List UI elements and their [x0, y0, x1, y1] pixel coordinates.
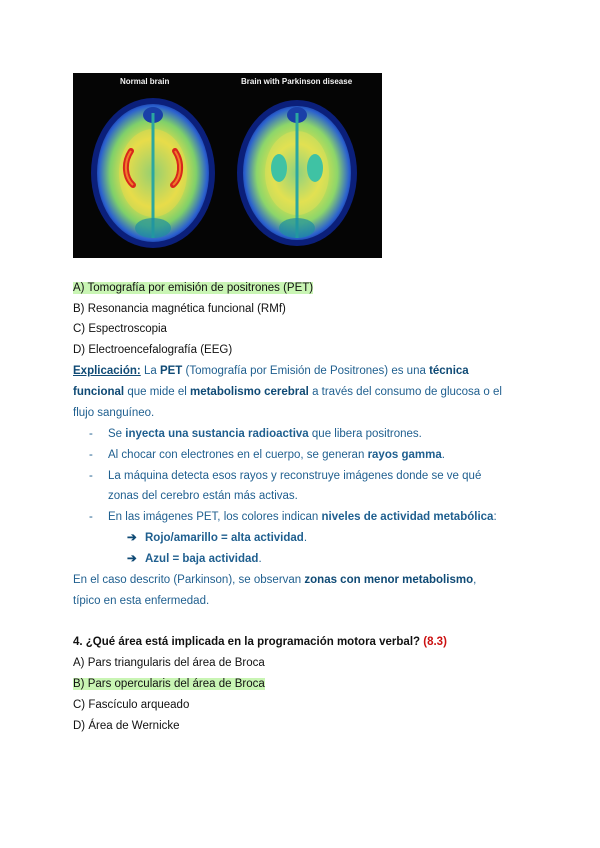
explanation-sub-1: Rojo/amarillo = alta actividad. [145, 532, 308, 544]
explanation-bullet-3a: La máquina detecta esos rayos y reconstruye imágenes donde se ve qué [108, 470, 482, 482]
q3-option-c: C) Espectroscopia [73, 323, 167, 335]
parkinson-brain-scan [237, 100, 357, 246]
q4-option-a: A) Pars triangularis del área de Broca [73, 657, 265, 669]
q4-code: (8.3) [423, 636, 447, 648]
q4-option-d: D) Área de Wernicke [73, 720, 180, 732]
parkinson-brain-caption: Brain with Parkinson disease [241, 77, 353, 86]
bullet-dash: - [89, 511, 93, 523]
bullet-dash: - [89, 470, 93, 482]
explanation-conclusion-2: típico en esta enfermedad. [73, 595, 210, 607]
q3-option-a: A) Tomografía por emisión de positrones (PET) [73, 282, 314, 294]
explanation-sub-2: Azul = baja actividad. [145, 553, 262, 565]
normal-brain-scan [91, 98, 215, 248]
explanation-bullet-1: Se inyecta una sustancia radioactiva que libera positrones. [108, 428, 422, 440]
explanation-line-3: flujo sanguíneo. [73, 407, 155, 419]
explanation-conclusion-1: En el caso descrito (Parkinson), se observan zonas con menor metabolismo, [73, 574, 477, 586]
q4-option-c: C) Fascículo arqueado [73, 699, 190, 711]
bullet-dash: - [89, 428, 93, 440]
arrow-icon: ➔ [127, 532, 137, 544]
explanation-heading: Explicación: [73, 365, 141, 377]
explanation-bullet-4: En las imágenes PET, los colores indican niveles de actividad metabólica: [108, 511, 497, 523]
q3-option-d: D) Electroencefalografía (EEG) [73, 344, 233, 356]
pet-scan-image [73, 73, 382, 258]
q4-option-b: B) Pars opercularis del área de Broca [73, 678, 265, 690]
brain-scans-graphic [73, 73, 382, 258]
explanation-bullet-2: Al chocar con electrones en el cuerpo, se generan rayos gamma. [108, 449, 445, 461]
normal-brain-caption: Normal brain [120, 77, 170, 86]
q4-title: 4. ¿Qué área está implicada en la programación motora verbal? (8.3) [73, 636, 447, 648]
explanation-bullet-3b: zonas del cerebro están más activas. [108, 490, 298, 502]
bullet-dash: - [89, 449, 93, 461]
q3-option-b: B) Resonancia magnética funcional (RMf) [73, 303, 286, 315]
arrow-icon: ➔ [127, 553, 137, 565]
explanation-line-2: funcional que mide el metabolismo cerebral a través del consumo de glucosa o el [73, 386, 502, 398]
explanation-line-1: Explicación: La PET (Tomografía por Emisión de Positrones) es una técnica [73, 365, 469, 377]
